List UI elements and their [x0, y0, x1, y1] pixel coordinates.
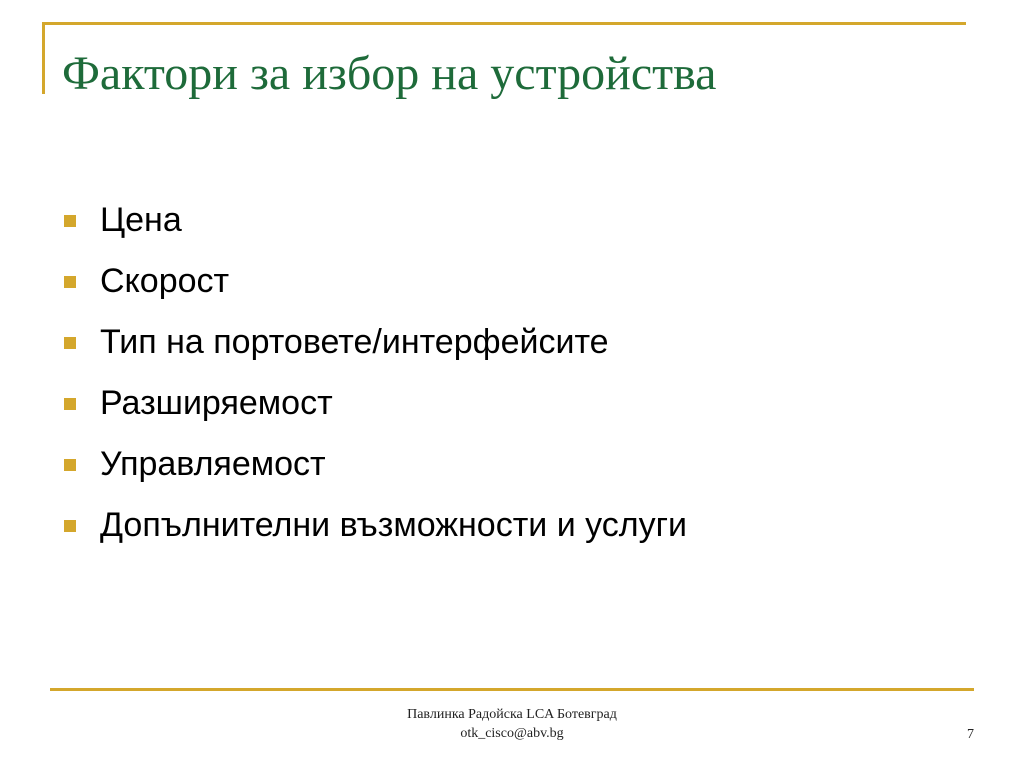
bullet-item-port-type [64, 312, 687, 373]
bullet-text: Разширяемост [100, 384, 333, 422]
square-bullet-icon [64, 337, 76, 349]
bullet-item-speed [64, 251, 687, 312]
bullet-item-price [64, 190, 687, 251]
square-bullet-icon [64, 520, 76, 532]
bullet-text: Цена [100, 201, 182, 239]
page-number: 7 [967, 727, 974, 742]
square-bullet-icon [64, 398, 76, 410]
bullet-text: Скорост [100, 262, 230, 300]
title-frame-left-rule [42, 22, 45, 94]
bullet-list [64, 190, 687, 556]
footer-email: otk_cisco@abv.bg [460, 726, 564, 741]
title-frame-top-rule [42, 22, 966, 25]
slide-title: Фактори за избор на устройства [62, 47, 717, 100]
bullet-text: Управляемост [100, 445, 326, 483]
bullet-item-expandability [64, 373, 687, 434]
footer-author-name: Павлинка Радойска LCA Ботевград [407, 707, 617, 722]
footer-author [300, 705, 724, 743]
square-bullet-icon [64, 215, 76, 227]
square-bullet-icon [64, 459, 76, 471]
footer-rule [50, 688, 974, 691]
bullet-text: Допълнителни възможности и услуги [100, 506, 688, 544]
bullet-item-manageability [64, 434, 687, 495]
square-bullet-icon [64, 276, 76, 288]
bullet-item-additional-features [64, 495, 687, 556]
bullet-text: Тип на портовете/интерфейсите [100, 323, 609, 361]
